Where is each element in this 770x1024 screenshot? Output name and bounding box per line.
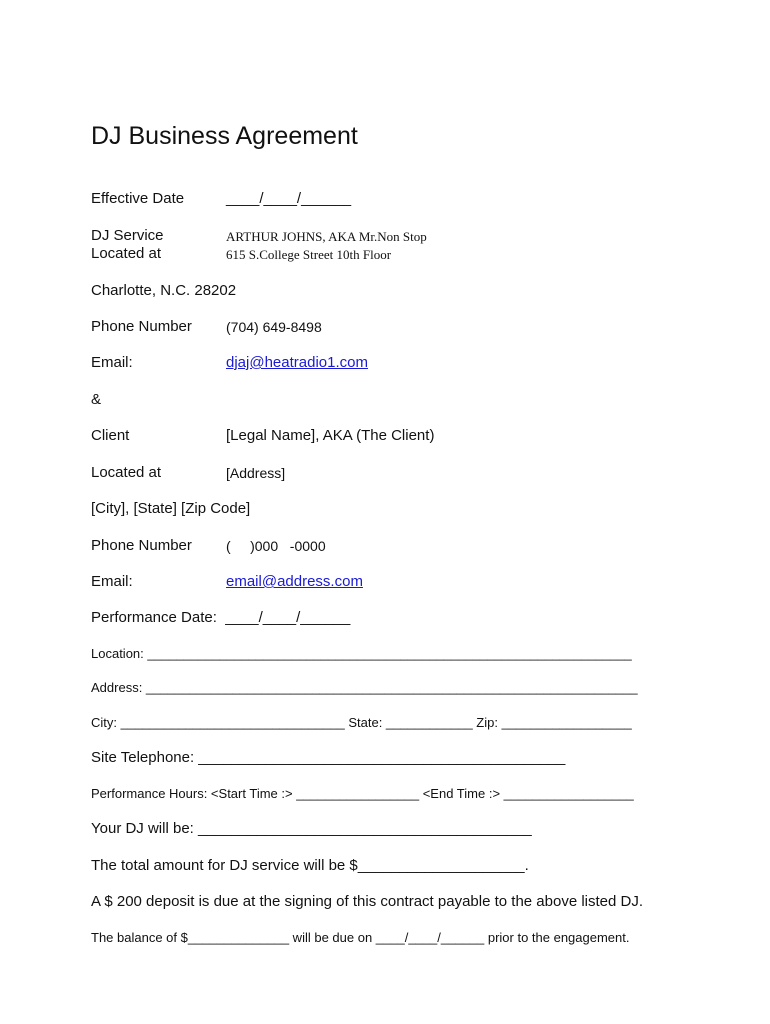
- your-dj-field[interactable]: Your DJ will be: ________________________________________: [91, 820, 532, 837]
- effective-date-value: ____/____/______: [226, 190, 352, 207]
- total-amount-field[interactable]: The total amount for DJ service will be $____________________.: [91, 857, 529, 874]
- dj-service-label: DJ Service: [91, 227, 164, 244]
- client-email-link[interactable]: email@address.com: [226, 573, 363, 590]
- dj-address: 615 S.College Street 10th Floor: [226, 247, 392, 262]
- location-field[interactable]: Location: ___________________________________________________________________: [91, 646, 632, 661]
- dj-phone: (704) 649-8498: [226, 319, 322, 335]
- dj-located-label: Located at: [91, 245, 162, 262]
- client-address: [Address]: [226, 465, 286, 481]
- dj-phone-label: Phone Number: [91, 318, 192, 335]
- page-title: DJ Business Agreement: [91, 122, 358, 150]
- client-phone-label: Phone Number: [91, 537, 192, 554]
- dj-email-label: Email:: [91, 354, 133, 371]
- performance-date-field[interactable]: Performance Date: ____/____/______: [91, 609, 351, 626]
- client-name: [Legal Name], AKA (The Client): [226, 427, 435, 444]
- effective-date-label: Effective Date: [91, 190, 185, 207]
- client-phone: ( )000 -0000: [226, 538, 326, 554]
- client-city: [City], [State] [Zip Code]: [91, 500, 251, 517]
- client-located-label: Located at: [91, 464, 162, 481]
- balance-field[interactable]: The balance of $______________ will be due on ____/____/______ prior to the engagement.: [91, 930, 630, 945]
- city-state-zip-field[interactable]: City: _______________________________ State: ____________ Zip: __________________: [91, 715, 632, 730]
- address-field[interactable]: Address: ____________________________________________________________________: [91, 680, 638, 695]
- ampersand: &: [91, 391, 102, 408]
- client-email-label: Email:: [91, 573, 133, 590]
- dj-email-link[interactable]: djaj@heatradio1.com: [226, 354, 368, 371]
- deposit-text: A $ 200 deposit is due at the signing of this contract payable to the above listed DJ.: [91, 893, 644, 910]
- dj-city: Charlotte, N.C. 28202: [91, 282, 237, 299]
- dj-service-name: ARTHUR JOHNS, AKA Mr.Non Stop: [226, 229, 427, 244]
- performance-hours-field[interactable]: Performance Hours: <Start Time :> _________________ <End Time :> __________________: [91, 786, 634, 801]
- client-label: Client: [91, 427, 130, 444]
- site-telephone-field[interactable]: Site Telephone: ____________________________________________: [91, 749, 566, 766]
